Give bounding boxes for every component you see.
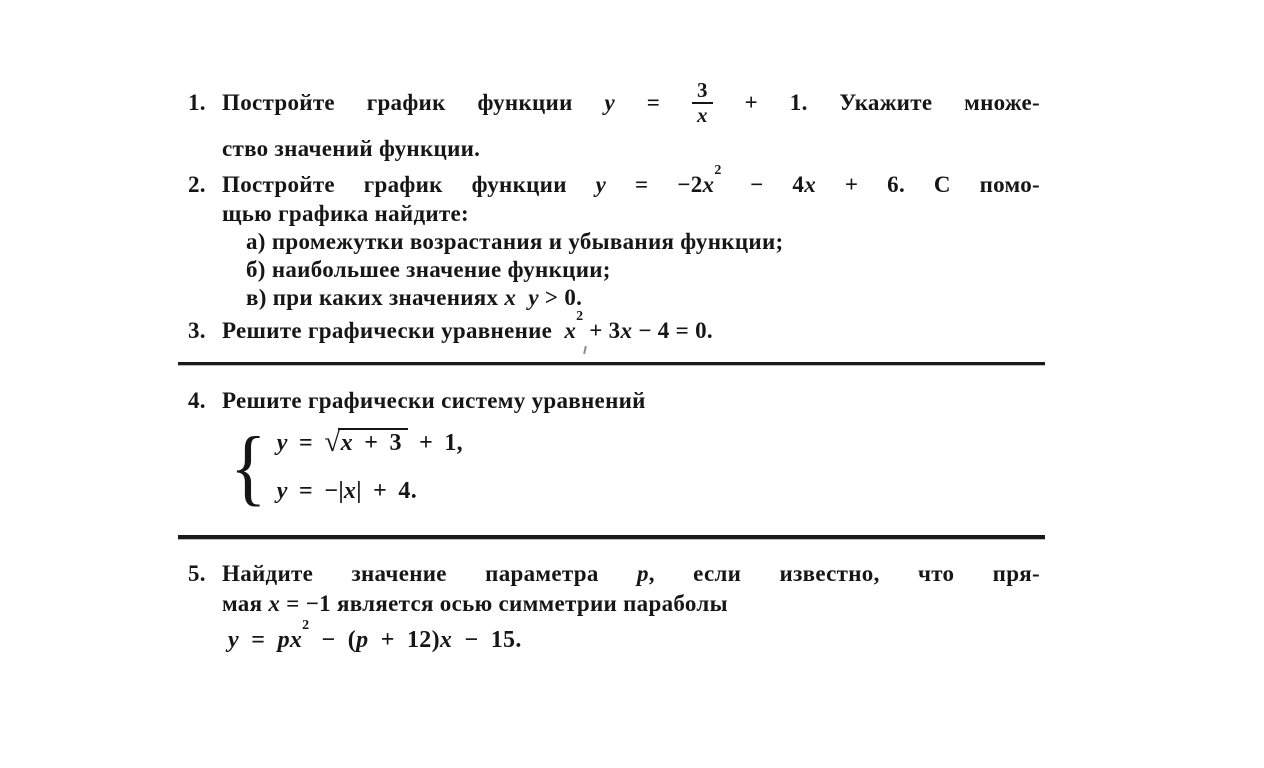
problem-4-body [222,387,1040,515]
superscript-2: 2 [714,163,722,179]
problem-5-text: Найдите значение параметра [222,561,599,586]
math-var-y: y [604,90,615,115]
math-text: − 4 [750,172,805,197]
problem-1-line-2: ство значений функции. [222,136,481,161]
problem-4-number: 4. [188,388,206,413]
problem-1-text: Постройте график функции [222,90,573,115]
math-text: − 4 = 0. [638,318,713,343]
item-text: > 0. [544,285,583,310]
math-var-y: y [228,627,239,653]
worksheet-page [188,72,1060,657]
problem-3-line [222,309,1040,347]
item-label: б) [246,257,266,282]
math-text: − 15. [464,627,522,653]
math-text: − ( [321,627,357,653]
math-var-x: x [340,430,353,456]
math-var-x: x [804,172,817,197]
math-var-p: p [356,627,369,653]
problem-3-number: 3. [188,318,206,343]
problem-1 [188,72,1060,164]
item-text: при каких значениях [272,285,499,310]
section-divider-1 [178,362,1045,365]
math-var-x: x [620,318,633,343]
spacer [516,285,528,310]
math-var-p: p [636,561,649,586]
problem-2-text: Постройте график функции [222,172,567,197]
math-var-y: y [595,172,607,197]
fraction-3-over-x [692,79,713,126]
math-text: + 3 [589,318,621,343]
math-var-y: y [276,478,288,504]
item-label: в) [246,285,267,310]
math-var-x: x [702,172,715,197]
fraction-numerator: 3 [696,78,708,103]
equation-system [230,419,1040,515]
problem-1-number: 1. [188,90,206,115]
problem-2-body [222,163,1040,312]
system-brace: { [230,419,267,515]
abs-bar: | [338,478,344,504]
math-var-y: y [276,430,288,456]
problem-5-number: 5. [188,561,206,586]
sqrt-body [338,428,408,458]
math-text: + 12) [380,627,440,653]
equals-sign: = − [299,478,339,504]
sqrt-sign: √ [324,426,341,458]
section-divider-2 [178,535,1045,539]
problem-4 [188,387,1060,515]
superscript-2: 2 [302,618,310,633]
math-var-x: x [343,478,357,504]
problem-1-line-1 [222,72,1040,134]
system-equation-2 [277,471,463,511]
abs-bar: | [356,478,362,504]
problem-3 [188,309,1060,347]
math-var-x: x [268,591,281,616]
problem-1-body [222,72,1040,164]
math-text: = −2 [635,172,703,197]
problem-5-line-2 [222,589,1040,619]
equals-sign: = [299,430,314,456]
problem-2 [188,163,1060,312]
problem-5-text: , если известно, что пря- [648,561,1040,586]
math-var-x: x [439,627,453,653]
math-var-y: y [528,285,539,310]
fraction-denominator: x [692,102,713,127]
math-text: + 1, [419,430,463,456]
system-equation-1 [277,423,463,463]
problem-5-text: = −1 является осью симметрии параболы [286,591,728,616]
problem-2-line-1 [222,163,1040,199]
scan-artifact [583,346,587,354]
item-text: наибольшее значение функции; [271,257,611,282]
problem-5-line-1 [222,559,1040,589]
problem-3-text: Решите графически уравнение [222,318,559,343]
problem-5-text: мая [222,591,263,616]
math-var-x: x [564,318,577,343]
problem-5-body [222,559,1040,657]
math-text: + 3 [364,430,402,456]
problem-2-item-b [222,256,1040,284]
equals-sign: = [646,90,661,115]
system-equations [277,423,463,511]
math-var-x: x [504,285,517,310]
problem-2-text: + 6. С помо- [844,172,1040,197]
problem-2-number: 2. [188,172,206,197]
problem-2-line-2: щью графика найдите: [222,201,470,226]
item-label: а) [246,229,266,254]
math-text: + 4. [373,478,418,504]
problem-2-item-v [222,284,1040,312]
item-text: промежутки возрастания и убывания функции; [271,229,784,254]
problem-4-header: Решите графически систему уравнений [222,388,646,413]
problem-3-body [222,309,1040,347]
superscript-2: 2 [576,309,584,325]
equals-sign: = [251,627,266,653]
problem-1-text: + 1. Укажите множе- [744,90,1041,115]
problem-5-equation [222,618,1040,657]
problem-5 [188,559,1060,657]
math-var-px: px [277,627,303,653]
problem-2-item-a [222,228,1040,256]
